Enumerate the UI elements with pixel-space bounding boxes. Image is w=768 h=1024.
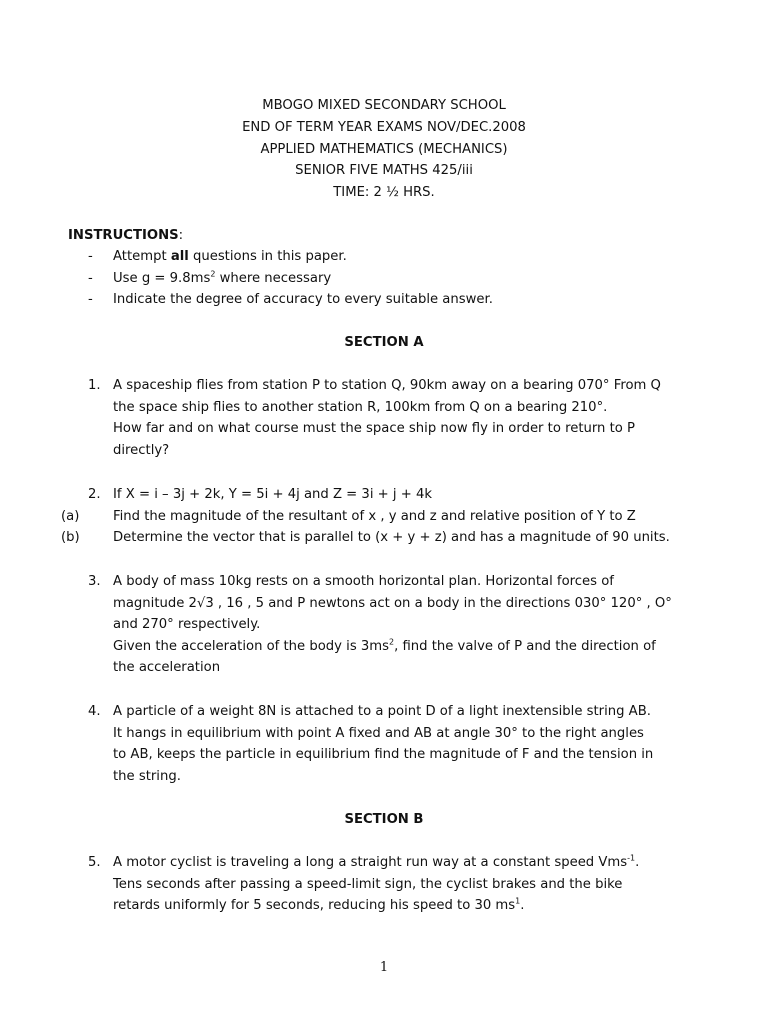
question-3: [88, 571, 728, 679]
level-title: SENIOR FIVE MATHS 425/iii: [295, 163, 473, 179]
text-fragment: Given the acceleration of the body is 3ms: [113, 638, 389, 654]
question-text: the acceleration: [113, 660, 221, 676]
bullet-dash: -: [88, 270, 93, 286]
instructions-label: INSTRUCTIONS: [68, 228, 179, 243]
question-text: How far and on what course must the space ship now fly in order to return to P: [113, 421, 635, 437]
instruction-item: [88, 268, 493, 290]
question-text: to AB, keeps the particle in equilibrium find the magnitude of F and the tension in: [113, 747, 654, 763]
question-number: 3.: [88, 574, 101, 589]
superscript: 2: [210, 269, 216, 279]
part-text: Find the magnitude of the resultant of x , y and z and relative position of Y to Z: [113, 509, 636, 524]
text-fragment: .: [635, 855, 640, 870]
instruction-text: where necessary: [215, 270, 332, 286]
instructions-list: [88, 246, 493, 311]
question-4: [88, 701, 728, 787]
text-fragment: retards uniformly for 5 seconds, reducing his speed to 30 ms: [113, 898, 516, 914]
question-text: A particle of a weight 8N is attached to a point D of a light inextensible string AB.: [113, 704, 651, 719]
text-fragment: , find the valve of P and the direction of: [394, 638, 656, 654]
question-number: 5.: [88, 855, 101, 870]
text-fragment: .: [520, 898, 525, 914]
question-text: [113, 636, 728, 658]
instructions-heading: [68, 225, 183, 246]
section-a-heading: SECTION A: [344, 335, 424, 350]
superscript: -1: [627, 853, 636, 863]
exam-header: [0, 95, 768, 204]
question-text: the space ship flies to another station R, 100km from Q on a bearing 210°.: [113, 399, 608, 415]
page-number: 1: [379, 960, 389, 975]
superscript: 2: [389, 637, 395, 647]
bullet-dash: -: [88, 292, 93, 308]
instructions-colon: :: [178, 228, 184, 243]
instruction-item: [88, 289, 493, 311]
question-number: 2.: [88, 487, 101, 502]
school-name: MBOGO MIXED SECONDARY SCHOOL: [262, 98, 506, 113]
bullet-dash: -: [88, 249, 93, 264]
part-label: (a): [61, 509, 80, 524]
question-5: [88, 852, 728, 917]
question-text: [113, 852, 728, 874]
section-b-heading: SECTION B: [344, 812, 424, 827]
question-text: magnitude 2√3 , 16 , 5 and P newtons act on a body in the directions 030° 120° , O°: [113, 595, 672, 611]
question-text: A spaceship flies from station P to station Q, 90km away on a bearing 070° From Q: [113, 378, 661, 393]
question-2b: [61, 527, 670, 549]
time-allowed: TIME: 2 ½ HRS.: [333, 185, 435, 201]
part-text: Determine the vector that is parallel to (x + y + z) and has a magnitude of 90 units.: [113, 530, 670, 545]
instruction-text: Attempt: [113, 249, 171, 264]
question-text: A body of mass 10kg rests on a smooth horizontal plan. Horizontal forces of: [113, 574, 614, 589]
exam-title: END OF TERM YEAR EXAMS NOV/DEC.2008: [242, 119, 526, 135]
question-text: Tens seconds after passing a speed-limit sign, the cyclist brakes and the bike: [113, 876, 623, 892]
instruction-text: Indicate the degree of accuracy to every suitable answer.: [113, 292, 493, 308]
superscript: 1: [515, 896, 521, 906]
question-text: It hangs in equilibrium with point A fixed and AB at angle 30° to the right angles: [113, 725, 644, 741]
question-text: If X = i – 3j + 2k, Y = 5i + 4j and Z = 3i + j + 4k: [113, 487, 433, 502]
instruction-text: Use g = 9.8ms: [113, 270, 211, 286]
part-label: (b): [61, 530, 80, 545]
question-2: [88, 484, 728, 506]
instruction-item: [88, 246, 493, 268]
question-number: 4.: [88, 704, 101, 719]
question-text: and 270° respectively.: [113, 617, 261, 633]
question-text: [113, 895, 728, 917]
text-fragment: A motor cyclist is traveling a long a straight run way at a constant speed Vms: [113, 855, 628, 870]
instruction-emphasis: all: [170, 249, 189, 264]
question-text: directly?: [113, 442, 170, 458]
instruction-text: questions in this paper.: [188, 249, 347, 264]
question-number: 1.: [88, 378, 101, 393]
question-1: [88, 375, 728, 461]
question-text: the string.: [113, 768, 181, 784]
question-2a: [61, 506, 636, 528]
subject-title: APPLIED MATHEMATICS (MECHANICS): [260, 141, 508, 157]
